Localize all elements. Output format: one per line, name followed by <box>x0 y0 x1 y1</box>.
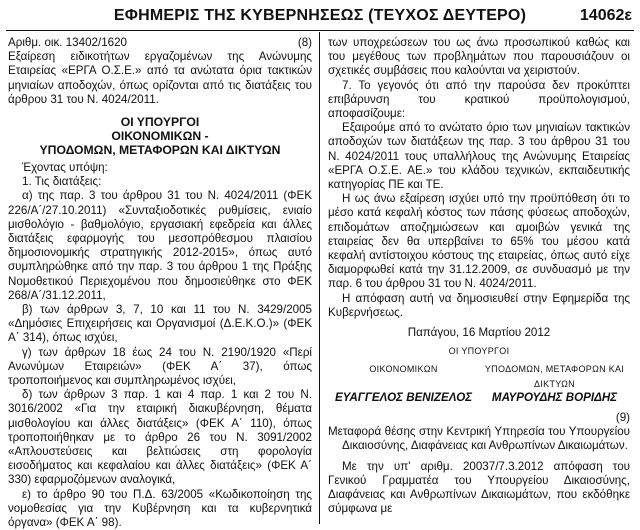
paragraph-a: α) της παρ. 3 του άρθρου 31 του Ν. 4024/2011 (ΦΕΚ 226/Α΄/27.10.2011) «Συνταξιοδοτικές ρυθμίσεις, ενιαίο μισθολόγιο - βαθμολόγιο, εργασιακή εφεδρεία και άλλες διατάξεις εφαρμογής του μεσοπρόθεσμου πλαισίου δημοσιονομικής στρατηγικής 2012-2015», όπως αυτό συμπληρώθηκε από την παρ. 3 του άρθρου 1 της Πράξης Νομοθετικού Περιεχομένου που δημοσιεύθηκε στο ΦΕΚ 268/Α΄/31.12.2011, <box>8 189 312 302</box>
signature-names <box>328 391 630 405</box>
continued-paragraph: των υποχρεώσεων του ως άνω προσωπικού καθώς και του μεγέθους των προβλημάτων που παρουσιάζουν οι σχετικές συμβάσεις που καλούνται να χειριστούν. <box>328 36 630 78</box>
decision-reference <box>8 36 312 50</box>
last-paragraph: Με την υπ' αριθμ. 20037/7.3.2012 απόφαση του Γενικού Γραμματέα του Υπουργείου Δικαιοσύνης, Διαφάνειας και Ανθρωπίνων Δικαιωμάτων, που εκδόθηκε σύμφωνα με <box>328 459 630 516</box>
ministers-line: ΟΙ ΥΠΟΥΡΓΟΙ <box>120 115 200 130</box>
right-column <box>328 36 630 517</box>
page-header <box>6 4 634 31</box>
signature-name-finance: ΕΥΑΓΓΕΛΟΣ ΒΕΝΙΖΕΛΟΣ <box>334 390 473 404</box>
validity-paragraph: Η ως άνω εξαίρεση ισχύει υπό την προϋπόθεση ότι το μέσο κατά κεφαλή κόστος των πάσης φύσεως αποδοχών, επιδομάτων αποζημιώσεων και αμοιβών γενικά της εταιρείας δεν θα υπερβαίνει το 65% του μέσου κατά κεφαλή αντίστοιχου κόστους της εταιρείας, όπως αυτό είχε διαμορφωθεί κατά την 31.12.2009, σε συνδυασμό με την παρ. 6 του άρθρου 31 του Ν. 4024/2011. <box>328 192 630 291</box>
decision-subject: Εξαίρεση ειδικοτήτων εργαζομένων της Ανώνυμης Εταιρείας «ΕΡΓΑ Ο.Σ.Ε.» από τα ανώτατα όρια τακτικών μηνιαίων αποδοχών, όπως ορίζονται από τις διατάξεις του άρθρου 31 του Ν. 4024/2011. <box>8 50 312 106</box>
signature-role-finance: ΟΙΚΟΝΟΜΙΚΩΝ <box>369 364 438 375</box>
item-1: 1. Τις διατάξεις: <box>22 175 102 189</box>
paragraph-7: 7. Το γεγονός ότι από την παρούσα δεν προκύπτει επιβάρυνση του κρατικού προϋπολογισμού, αποφασίζουμε: <box>328 78 630 121</box>
signature-name-infrastructure: ΜΑΥΡΟΥΔΗΣ ΒΟΡΙΔΗΣ <box>491 390 618 404</box>
decision-subject-9: Μεταφορά θέσης στην Κεντρική Υπηρεσία του Υπουργείου Δικαιοσύνης, Διαφάνειας και Ανθρωπίνων Δικαιωμάτων. <box>328 425 630 453</box>
paragraph-d: δ) των άρθρων 3 παρ. 1 και 4 παρ. 1 και 2 του Ν. 3016/2002 «Για την εταιρική διακυβέρνηση, θέματα μισθολογίου και άλλες διατάξεις» (ΦΕΚ Α΄ 110), όπως τροποποιήθηκαν με το άρθρο 26 του Ν. 3091/2002 «Απλουστεύσεις και βελτιώσεις στη φορολογία εισοδήματος και κεφαλαίου και άλλες διατάξεις» (ΦΕΚ Α΄ 330) εφαρμοζόμενων αναλογικά, <box>8 388 312 487</box>
exemption-paragraph: Εξαιρούμε από το ανώτατο όριο των μηνιαίων τακτικών αποδοχών των διατάξεων της παρ. 3 του άρθρου 31 του Ν. 4024/2011 τους υπαλλήλους της Ανώνυμης Εταιρείας «ΕΡΓΑ Ο.Σ.Ε. ΑΕ.» του κλάδου τεχνικών, εκπαιδευτικής κατηγορίας ΠΕ και ΤΕ. <box>328 121 630 192</box>
ministers-label: ΟΙ ΥΠΟΥΡΓΟΙ <box>448 346 510 357</box>
paragraph-b: β) των άρθρων 3, 7, 10 και 11 του Ν. 3429/2005 «Δημόσιες Επιχειρήσεις και Οργανισμοί (Δ.Ε.Κ.Ο.)» (ΦΕΚ Α΄ 314), όπως ισχύει, <box>8 303 312 345</box>
paragraph-e: ε) το άρθρο 90 του Π.Δ. 63/2005 «Κωδικοποίηση της νομοθεσίας για την Κυβέρνηση και τα κυβερνητικά όργανα» (ΦΕΚ Α΄ 98). <box>8 487 312 530</box>
left-column <box>8 36 312 530</box>
page-number: 14062ε <box>579 7 632 24</box>
ministry-heading <box>8 115 312 157</box>
publication-paragraph: Η απόφαση αυτή να δημοσιευθεί στην Εφημερίδα της Κυβερνήσεως. <box>328 291 630 319</box>
signature-role-infrastructure: ΥΠΟΔΟΜΩΝ, ΜΕΤΑΦΟΡΩΝ ΚΑΙ ΔΙΚΤΥΩΝ <box>484 364 625 389</box>
ministry-infrastructure-line: ΥΠΟΔΟΜΩΝ, ΜΕΤΑΦΟΡΩΝ ΚΑΙ ΔΙΚΤΥΩΝ <box>39 143 281 158</box>
having-regard: Έχοντας υπόψη: <box>22 161 108 175</box>
ministry-finance-line: ΟΙΚΟΝΟΜΙΚΩΝ - <box>111 129 209 144</box>
decision-index-9: (9) <box>615 411 630 425</box>
signature-roles <box>328 362 630 390</box>
place-date: Παπάγου, 16 Μαρτίου 2012 <box>407 326 551 340</box>
decision-index: (8) <box>297 36 312 49</box>
column-divider <box>319 32 320 524</box>
paragraph-c: γ) των άρθρων 18 έως 24 του Ν. 2190/1920 «Περί Ανωνύμων Εταιρειών» (ΦΕΚ Α΄ 37), όπως τροποποιήμενος και συμπληρωμένος ισχύει, <box>8 345 312 388</box>
reference-number: Αριθμ. οικ. 13402/1620 <box>8 36 127 49</box>
gazette-title: ΕΦΗΜΕΡΙΣ ΤΗΣ ΚΥΒΕΡΝΗΣΕΩΣ (ΤΕΥΧΟΣ ΔΕΥΤΕΡΟ) <box>113 7 527 24</box>
